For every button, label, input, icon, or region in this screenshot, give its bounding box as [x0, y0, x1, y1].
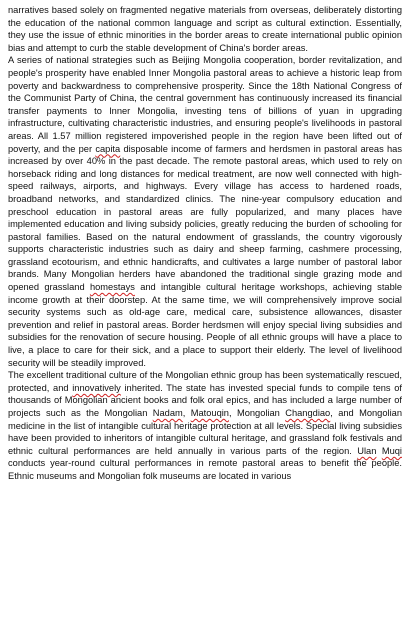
text-run: narratives based solely on fragmented negative materials from overseas, deliberately distorting the education of the national common language and script as cultural extinction. Essentially, they use the issue of ethnic minorities in the border areas to create international public opinion bias and attempt to curb the stable development of China's border areas. [8, 5, 402, 53]
text-run: disposable income of farmers and herdsmen in pastoral areas has increased by over 40% in the past decade. The remote pastoral areas, which used to rely on horseback riding and long distances for medical treatment, are now well connected with high-speed railways, airports, and highways. Every village has access to hardened roads, broadband networks, and standardized clinics. The nine-year compulsory education and preschool education in pastoral areas are fully popularized, and many places have implemented education and living subsidy policies, greatly reducing the burden of schooling for pastoral families. Based on the natural endowment of grasslands, the country vigorously supports characteristic industries such as dairy and sheep farming, cashmere processing, grassland ecotourism, and ethnic handicrafts, and cultivates a large number of pastoral labor brands. Many Mongolian herders have abandoned the traditional single grazing mode and opened grassland [8, 143, 403, 293]
text-run: , and Mongolian medicine in the list of intangible cultural heritage protection at all levels. Special living subsidies have been provided to inheritors of intangible cultural heritage, and grassland folk festivals and ethnic cultural performances are held annually in various parts of the region. [8, 408, 402, 456]
text-run: inherited. The state has invested special funds to compile tens of thousands of Mongolian ancient books and folk oral epics, and has included a large number of projects such as the Mongolian [8, 382, 402, 418]
text-run: A series of national strategies such as Beijing Mongolia cooperation, border revitalization, and people's prosperity have enabled Inner Mongolia pastoral areas to achieve a historic leap from poverty and backwardness to comprehensive prosperity. Since the 18th National Congress of the Communist Party of China, the central government has continuously increased its financial transfer payments to Inner Mongolia, investing tens of billions of yuan in upgrading infrastructure, cultivating characteristic industries, and ensuring people's livelihoods in pastoral areas. All 1.57 million registered impoverished people in the region have been lifted out of poverty, and the per [8, 55, 402, 154]
text-run: The excellent traditional culture of the Mongolian ethnic group has been systematically rescued, protected, and [8, 370, 402, 393]
text-run: conducts year-round cultural performances in remote pastoral areas to benefit the people. Ethnic museums and Mongolian folk museums are located in various [8, 458, 402, 481]
text-run: , [182, 408, 191, 418]
text-run: , Mongolian [228, 408, 286, 418]
spellcheck-flagged-word: Nadam [152, 408, 183, 418]
body-paragraph [8, 369, 402, 482]
spellcheck-flagged-word: capita [95, 143, 121, 154]
text-run: and intangible cultural heritage workshops, achieving stable income growth at their doorstep. At the same time, we will comprehensively improve social security systems such as old-age care, medical care, subsistence allowances, disaster prevention and relief in pastoral areas. Border herdsmen will enjoy special living subsidies and subsidies for the renovation of secure housing. People of all ethnic groups will have a place to live, a place to care for their sick, and a place to support their elderly. The level of livelihood security will be steadily improved. [8, 282, 402, 368]
spellcheck-flagged-word: innovatively [72, 382, 121, 393]
body-paragraph [8, 4, 402, 54]
spellcheck-flagged-word: Ulan [357, 445, 377, 456]
spellcheck-flagged-word: Changdiao [285, 408, 331, 418]
spellcheck-flagged-word: Matouqin [190, 408, 229, 418]
document-body [8, 4, 402, 483]
body-paragraph [8, 54, 402, 369]
spellcheck-flagged-word: homestays [89, 282, 135, 293]
spellcheck-flagged-word: Muqi [381, 445, 402, 456]
